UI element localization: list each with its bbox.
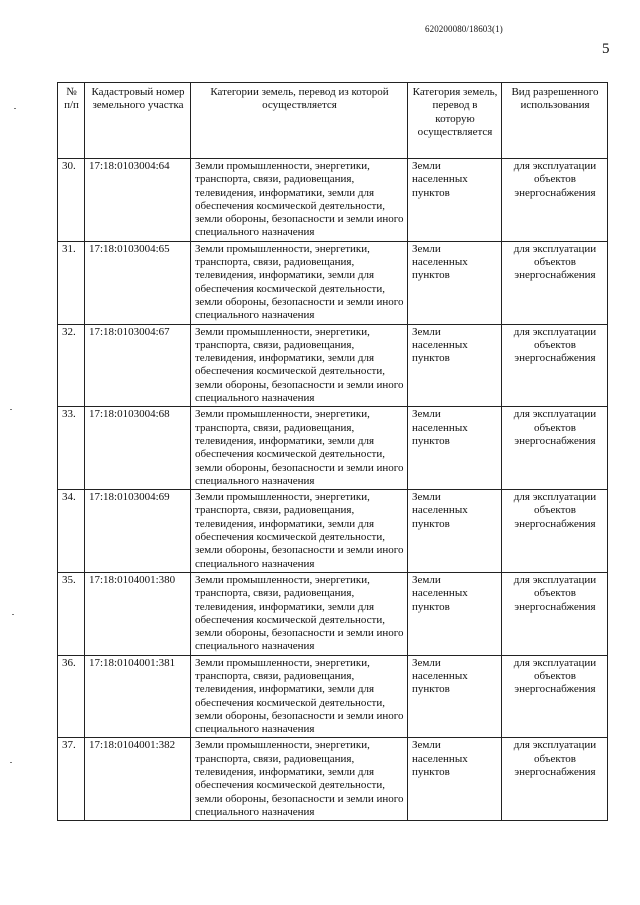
- category-from: Земли промышленности, энергетики, транспорта, связи, радиовещания, телевидения, информатики, земли для обеспечения космической деятельности, земли обороны, безопасности и земли иного специального назначения: [191, 738, 408, 821]
- table-header-row: [58, 83, 608, 159]
- cadastral-number: 17:18:0103004:67: [85, 324, 191, 407]
- header-category-from: Категории земель, перевод из которой осуществляется: [191, 83, 408, 159]
- category-from: Земли промышленности, энергетики, транспорта, связи, радиовещания, телевидения, информатики, земли для обеспечения космической деятельности, земли обороны, безопасности и земли иного специального назначения: [191, 490, 408, 573]
- category-from: Земли промышленности, энергетики, транспорта, связи, радиовещания, телевидения, информатики, земли для обеспечения космической деятельности, земли обороны, безопасности и земли иного специального назначения: [191, 324, 408, 407]
- category-from: Земли промышленности, энергетики, транспорта, связи, радиовещания, телевидения, информатики, земли для обеспечения космической деятельности, земли обороны, безопасности и земли иного специального назначения: [191, 159, 408, 242]
- scan-speck: [10, 762, 12, 763]
- permitted-use: для эксплуатации объектов энергоснабжения: [502, 738, 608, 821]
- permitted-use: для эксплуатации объектов энергоснабжения: [502, 159, 608, 242]
- row-number: 32.: [58, 324, 85, 407]
- scan-speck: [10, 409, 12, 410]
- table-row: [58, 241, 608, 324]
- row-number: 37.: [58, 738, 85, 821]
- cadastral-number: 17:18:0104001:380: [85, 572, 191, 655]
- category-to: Земли населенных пунктов: [408, 324, 502, 407]
- category-from: Земли промышленности, энергетики, транспорта, связи, радиовещания, телевидения, информатики, земли для обеспечения космической деятельности, земли обороны, безопасности и земли иного специального назначения: [191, 241, 408, 324]
- cadastral-number: 17:18:0104001:381: [85, 655, 191, 738]
- permitted-use: для эксплуатации объектов энергоснабжения: [502, 241, 608, 324]
- category-to: Земли населенных пунктов: [408, 655, 502, 738]
- category-to: Земли населенных пунктов: [408, 407, 502, 490]
- cadastral-number: 17:18:0103004:65: [85, 241, 191, 324]
- table-row: [58, 490, 608, 573]
- document-number: 620200080/18603(1): [425, 24, 503, 34]
- row-number: 30.: [58, 159, 85, 242]
- row-number: 31.: [58, 241, 85, 324]
- header-cadastral-number: Кадастровый номер земельного участка: [85, 83, 191, 159]
- header-category-to: Категория земель, перевод в которую осуществляется: [408, 83, 502, 159]
- table-row: [58, 738, 608, 821]
- row-number: 35.: [58, 572, 85, 655]
- category-from: Земли промышленности, энергетики, транспорта, связи, радиовещания, телевидения, информатики, земли для обеспечения космической деятельности, земли обороны, безопасности и земли иного специального назначения: [191, 572, 408, 655]
- cadastral-number: 17:18:0103004:64: [85, 159, 191, 242]
- scan-speck: [14, 108, 16, 109]
- header-permitted-use: Вид разрешенного использования: [502, 83, 608, 159]
- page-number: 5: [602, 41, 610, 57]
- table-row: [58, 159, 608, 242]
- header-number: № п/п: [58, 83, 85, 159]
- category-to: Земли населенных пунктов: [408, 159, 502, 242]
- table-row: [58, 655, 608, 738]
- permitted-use: для эксплуатации объектов энергоснабжения: [502, 572, 608, 655]
- cadastral-number: 17:18:0103004:69: [85, 490, 191, 573]
- row-number: 34.: [58, 490, 85, 573]
- scan-speck: [12, 614, 14, 615]
- permitted-use: для эксплуатации объектов энергоснабжения: [502, 324, 608, 407]
- category-from: Земли промышленности, энергетики, транспорта, связи, радиовещания, телевидения, информатики, земли для обеспечения космической деятельности, земли обороны, безопасности и земли иного специального назначения: [191, 655, 408, 738]
- row-number: 33.: [58, 407, 85, 490]
- permitted-use: для эксплуатации объектов энергоснабжения: [502, 407, 608, 490]
- row-number: 36.: [58, 655, 85, 738]
- cadastral-number: 17:18:0103004:68: [85, 407, 191, 490]
- table-row: [58, 324, 608, 407]
- table-row: [58, 572, 608, 655]
- category-from: Земли промышленности, энергетики, транспорта, связи, радиовещания, телевидения, информатики, земли для обеспечения космической деятельности, земли обороны, безопасности и земли иного специального назначения: [191, 407, 408, 490]
- cadastral-number: 17:18:0104001:382: [85, 738, 191, 821]
- category-to: Земли населенных пунктов: [408, 572, 502, 655]
- category-to: Земли населенных пунктов: [408, 241, 502, 324]
- category-to: Земли населенных пунктов: [408, 490, 502, 573]
- land-plots-table: [57, 82, 608, 821]
- category-to: Земли населенных пунктов: [408, 738, 502, 821]
- permitted-use: для эксплуатации объектов энергоснабжения: [502, 490, 608, 573]
- permitted-use: для эксплуатации объектов энергоснабжения: [502, 655, 608, 738]
- table-row: [58, 407, 608, 490]
